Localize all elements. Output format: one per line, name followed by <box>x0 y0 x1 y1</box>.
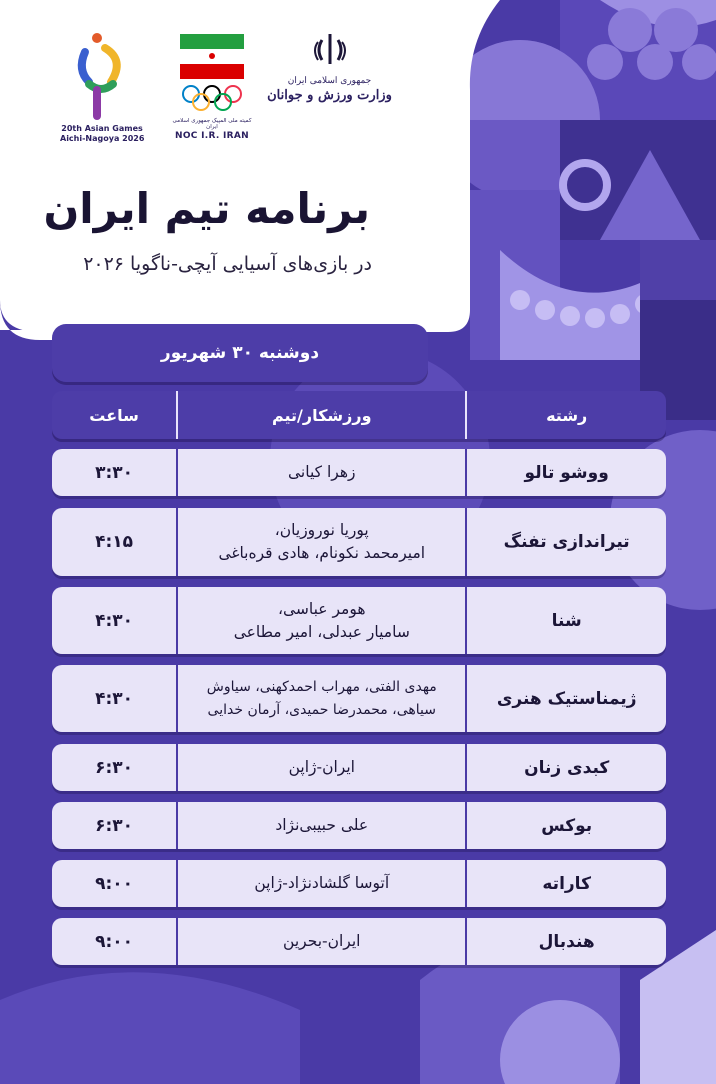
row-time: ۹:۰۰ <box>95 931 134 952</box>
row-time: ۶:۳۰ <box>95 815 134 836</box>
ministry-logo <box>262 30 397 103</box>
iran-emblem-icon <box>310 30 350 70</box>
iran-flag-icon <box>177 30 247 80</box>
row-team <box>178 508 465 576</box>
table-row <box>52 918 666 965</box>
table-row <box>52 860 666 907</box>
row-team <box>178 449 465 496</box>
row-time: ۴:۳۰ <box>95 610 134 631</box>
asian-games-emblem-icon <box>67 30 137 120</box>
row-sport: کاراته <box>542 873 591 894</box>
row-time: ۴:۱۵ <box>95 532 134 552</box>
row-time: ۴:۳۰ <box>95 688 134 709</box>
row-sport: شنا <box>551 610 582 631</box>
table-row <box>52 508 666 576</box>
team-line: آتوسا گلشادنژاد-ژاپن <box>254 874 390 892</box>
row-sport: ووشو تالو <box>524 462 609 483</box>
day-banner <box>52 324 428 382</box>
noc-iran-logo <box>172 30 252 141</box>
row-sport: ژیمناستیک هنری <box>496 688 637 709</box>
ministry-line-2: وزارت ورزش و جوانان <box>267 88 392 103</box>
team-line: سامیار عبدلی، امیر مطاعی <box>233 622 410 641</box>
table-header <box>52 391 666 439</box>
page-subtitle: در بازی‌های آسیایی آیچی-ناگویا ۲۰۲۶ <box>83 253 372 275</box>
row-sport: کبدی زنان <box>524 757 610 778</box>
team-line: ایران-ژاپن <box>288 758 355 776</box>
table-row <box>52 449 666 496</box>
asian-games-caption-2: Aichi-Nagoya 2026 <box>60 134 145 143</box>
olympic-rings-icon <box>177 84 247 112</box>
table-row <box>52 802 666 849</box>
team-line: هومر عباسی، <box>277 599 366 618</box>
asian-games-logo <box>60 30 144 144</box>
row-team <box>178 665 465 732</box>
row-sport: هندبال <box>538 931 595 952</box>
team-line: پوریا نوروزیان، <box>274 521 369 539</box>
row-time: ۹:۰۰ <box>95 873 134 894</box>
header-team: ورزشکار/تیم <box>271 405 372 425</box>
team-line: زهرا کیانی <box>288 463 356 481</box>
noc-persian-caption: کمیته ملی المپیک جمهوری اسلامی ایران <box>172 118 252 130</box>
asian-games-caption-1: 20th Asian Games <box>61 124 143 133</box>
row-sport: بوکس <box>541 815 593 836</box>
row-time: ۳:۳۰ <box>95 462 134 483</box>
row-team <box>178 918 465 965</box>
noc-caption: NOC I.R. IRAN <box>174 131 249 141</box>
day-label: دوشنبه ۳۰ شهریور <box>160 343 320 363</box>
row-sport: تیراندازی تفنگ <box>503 532 630 552</box>
team-line: ایران-بحرین <box>283 932 361 950</box>
table-row <box>52 744 666 791</box>
team-line: امیرمحمد نکونام، هادی قره‌باغی <box>218 544 426 562</box>
page-title: برنامه تیم ایران <box>43 184 370 233</box>
header-time: ساعت <box>89 405 139 425</box>
row-team <box>178 744 465 791</box>
team-line: مهدی الفتی، مهراب احمدکهنی، سیاوش <box>206 678 437 695</box>
ministry-line-1: جمهوری اسلامی ایران <box>287 76 372 86</box>
table-row <box>52 665 666 732</box>
row-team <box>178 802 465 849</box>
table-row <box>52 587 666 654</box>
row-team <box>178 860 465 907</box>
header-sport: رشته <box>546 405 588 425</box>
row-team <box>178 587 465 654</box>
row-time: ۶:۳۰ <box>95 757 134 778</box>
team-line: علی حبیبی‌نژاد <box>275 816 369 834</box>
team-line: سیاهی، محمدرضا حمیدی، آرمان خدایی <box>207 701 436 718</box>
